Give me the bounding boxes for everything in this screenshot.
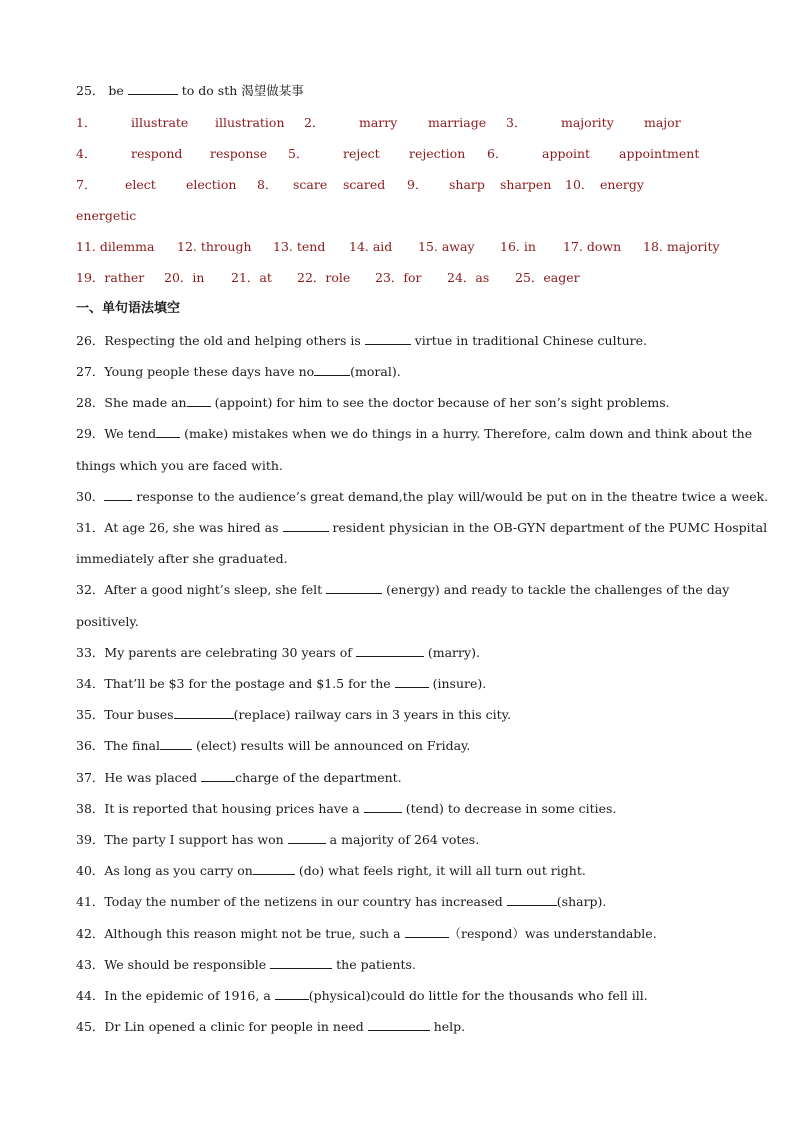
question-29-continued: things which you are faced with. — [76, 458, 283, 473]
question-text: a majority of 264 votes. — [329, 832, 480, 847]
answer-word: energy — [600, 177, 644, 192]
answer-number: 7． — [76, 177, 97, 192]
question-text: 33．My parents are celebrating 30 years of — [76, 645, 352, 660]
answer-number: 2． — [304, 115, 325, 130]
question-34 — [76, 676, 486, 692]
answer-word: majority — [561, 115, 614, 130]
answer-number: 5． — [288, 146, 309, 161]
answer-blank[interactable] — [156, 426, 180, 438]
answer-word: major — [644, 115, 681, 130]
question-text: 34．That’ll be $3 for the postage and $1.5 for the — [76, 676, 391, 691]
answer-word: marry — [359, 115, 398, 130]
answer-blank[interactable] — [405, 926, 449, 938]
question-text: 27．Young people these days have no — [76, 364, 315, 379]
answer-item: 24．as — [447, 270, 490, 285]
question-39 — [76, 832, 479, 848]
question-text: (moral). — [350, 364, 401, 379]
question-text: be — [108, 83, 124, 98]
answer-item: 20．in — [164, 270, 205, 285]
answer-number: 4． — [76, 146, 97, 161]
answer-word: rejection — [409, 146, 466, 161]
question-44 — [76, 988, 648, 1004]
answer-word: respond — [131, 146, 183, 161]
question-30 — [76, 489, 768, 505]
question-27 — [76, 364, 401, 380]
question-text: 32．After a good night’s sleep, she felt — [76, 582, 323, 597]
question-text: (physical)could do little for the thousands who fell ill. — [308, 988, 648, 1003]
answer-blank[interactable] — [270, 957, 332, 969]
question-text: 40．As long as you carry on — [76, 863, 253, 878]
answer-item: 25．eager — [515, 270, 580, 285]
answer-word: appointment — [619, 146, 700, 161]
question-text: response to the audience’s great demand,the play will/would be put on in the theatre twice a week. — [136, 489, 769, 504]
answer-blank[interactable] — [314, 364, 350, 376]
question-text: (sharp). — [556, 894, 607, 909]
answer-blank[interactable] — [253, 863, 295, 875]
question-text: 37．He was placed — [76, 770, 198, 785]
question-40 — [76, 863, 586, 879]
question-25 — [76, 83, 304, 99]
answer-blank[interactable] — [275, 988, 309, 1000]
question-text: to do sth 渴望做某事 — [181, 83, 304, 98]
answer-item: 13. tend — [273, 239, 326, 254]
question-text: （respond）was understandable. — [448, 926, 657, 941]
answer-item: 11. dilemma — [76, 239, 155, 254]
question-text: 35．Tour buses — [76, 707, 174, 722]
question-37 — [76, 770, 402, 786]
question-text: (make) mistakes when we do things in a hurry. Therefore, calm down and think about the — [184, 426, 753, 441]
question-text: (insure). — [432, 676, 487, 691]
question-33 — [76, 645, 480, 661]
question-text: (elect) results will be announced on Friday. — [196, 738, 471, 753]
question-29 — [76, 426, 752, 442]
answer-word: appoint — [542, 146, 591, 161]
answer-number: 6． — [487, 146, 508, 161]
answer-blank[interactable] — [368, 1019, 430, 1031]
answer-word: elect — [125, 177, 156, 192]
question-text: 36．The final — [76, 738, 161, 753]
answer-blank[interactable] — [283, 520, 329, 532]
question-text: 44．In the epidemic of 1916, a — [76, 988, 271, 1003]
answer-item: 22．role — [297, 270, 351, 285]
question-43 — [76, 957, 416, 973]
answer-blank[interactable] — [104, 489, 132, 501]
answer-item: 14. aid — [349, 239, 393, 254]
answer-word: energetic — [76, 208, 137, 223]
question-text: (appoint) for him to see the doctor because of her son’s sight problems. — [214, 395, 670, 410]
answer-blank[interactable] — [326, 582, 382, 594]
answer-word: sharp — [449, 177, 485, 192]
question-number: 25． — [76, 83, 105, 98]
answer-word: reject — [343, 146, 380, 161]
answer-word: scared — [343, 177, 386, 192]
answer-number: 1． — [76, 115, 97, 130]
question-text: 43．We should be responsible — [76, 957, 267, 972]
question-text: (energy) and ready to tackle the challenges of the day — [386, 582, 730, 597]
answer-item: 21．at — [231, 270, 272, 285]
answer-blank[interactable] — [160, 738, 192, 750]
answer-word: sharpen — [500, 177, 552, 192]
answer-blank[interactable] — [201, 770, 235, 782]
question-text: 42．Although this reason might not be true, such a — [76, 926, 401, 941]
question-32 — [76, 582, 729, 598]
answer-blank[interactable] — [187, 395, 211, 407]
question-text: (marry). — [427, 645, 480, 660]
answer-item: 16. in — [500, 239, 536, 254]
question-text: charge of the department. — [235, 770, 402, 785]
answer-item: 19．rather — [76, 270, 145, 285]
question-45 — [76, 1019, 465, 1035]
question-36 — [76, 738, 470, 754]
question-31 — [76, 520, 767, 536]
question-text: resident physician in the OB-GYN department of the PUMC Hospital — [332, 520, 768, 535]
answer-number: 3． — [506, 115, 527, 130]
question-42 — [76, 926, 657, 942]
answer-item: 12. through — [177, 239, 252, 254]
answer-number: 8． — [257, 177, 278, 192]
answer-blank[interactable] — [507, 894, 557, 906]
answer-word: response — [210, 146, 268, 161]
answer-blank[interactable] — [356, 645, 424, 657]
answer-blank[interactable] — [128, 83, 178, 95]
answer-blank[interactable] — [364, 801, 402, 813]
question-text: 29．We tend — [76, 426, 157, 441]
question-28 — [76, 395, 670, 411]
answer-word: election — [186, 177, 237, 192]
answer-word: marriage — [428, 115, 487, 130]
question-text: virtue in traditional Chinese culture. — [414, 333, 648, 348]
answer-number: 10． — [565, 177, 594, 192]
question-41 — [76, 894, 606, 910]
question-text: (do) what feels right, it will all turn out right. — [298, 863, 586, 878]
question-text: 26．Respecting the old and helping others is — [76, 333, 361, 348]
question-text: 41．Today the number of the netizens in our country has increased — [76, 894, 503, 909]
answer-word: illustration — [215, 115, 285, 130]
question-35 — [76, 707, 511, 723]
question-32-continued: positively. — [76, 614, 139, 629]
question-text: 28．She made an — [76, 395, 187, 410]
answer-number: 9． — [407, 177, 428, 192]
question-text: 38．It is reported that housing prices have a — [76, 801, 360, 816]
answer-word: scare — [293, 177, 328, 192]
answer-word: illustrate — [131, 115, 189, 130]
answer-item: 15. away — [418, 239, 475, 254]
answer-blank[interactable] — [288, 832, 326, 844]
question-26 — [76, 333, 647, 349]
question-text: 31．At age 26, she was hired as — [76, 520, 279, 535]
question-text: 45．Dr Lin opened a clinic for people in need — [76, 1019, 364, 1034]
question-text: the patients. — [336, 957, 416, 972]
question-38 — [76, 801, 616, 817]
answer-blank[interactable] — [174, 707, 234, 719]
question-text: (replace) railway cars in 3 years in this city. — [233, 707, 512, 722]
answer-item: 23．for — [375, 270, 422, 285]
answer-item: 17. down — [563, 239, 622, 254]
question-31-continued: immediately after she graduated. — [76, 551, 288, 566]
question-text: help. — [433, 1019, 466, 1034]
question-text: (tend) to decrease in some cities. — [405, 801, 617, 816]
answer-item: 18. majority — [643, 239, 720, 254]
section-title: 一、单句语法填空 — [76, 301, 181, 316]
answer-blank[interactable] — [365, 333, 411, 345]
answer-blank[interactable] — [395, 676, 429, 688]
question-text: 39．The party I support has won — [76, 832, 284, 847]
question-text: 30． — [76, 489, 105, 504]
